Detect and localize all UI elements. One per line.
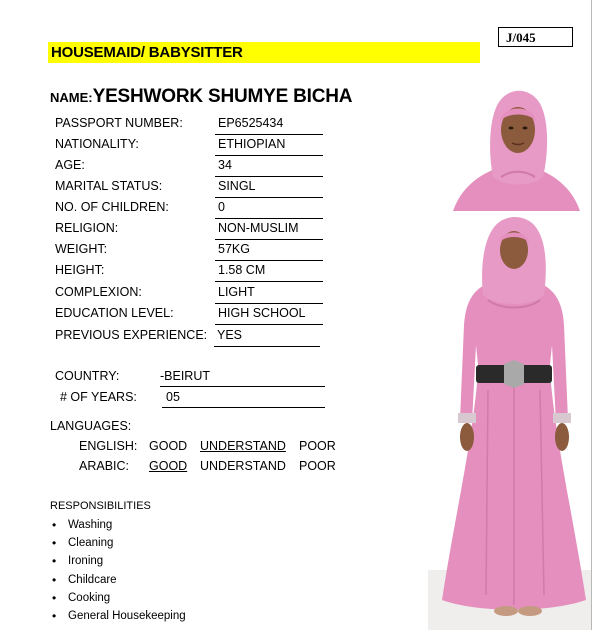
years-label: # OF YEARS: <box>60 390 137 404</box>
field-label: AGE: <box>55 158 85 172</box>
position-title: HOUSEMAID/ BABYSITTER <box>48 42 480 63</box>
field-label: RELIGION: <box>55 221 119 235</box>
list-item: • Cooking <box>52 592 186 610</box>
level-good-selected: GOOD <box>149 459 188 473</box>
language-name: ENGLISH: <box>79 439 138 453</box>
field-value: ETHIOPIAN <box>215 137 323 156</box>
country-value: -BEIRUT <box>160 369 325 387</box>
language-name: ARABIC: <box>79 459 130 473</box>
list-item: • Childcare <box>52 574 186 592</box>
candidate-name <box>50 86 352 108</box>
field-label: COMPLEXION: <box>55 285 142 299</box>
level-understand: UNDERSTAND <box>200 459 286 473</box>
list-item: • Washing <box>52 519 186 537</box>
field-value: HIGH SCHOOL <box>215 306 323 325</box>
field-label: NO. OF CHILDREN: <box>55 200 169 214</box>
list-item: • Cleaning <box>52 537 186 555</box>
page-edge <box>591 0 592 630</box>
field-years <box>55 388 325 408</box>
field-country <box>55 367 325 387</box>
field-label: HEIGHT: <box>55 263 105 277</box>
level-poor: POOR <box>299 459 336 473</box>
field-value: EP6525434 <box>215 116 323 135</box>
field-value: 1.58 CM <box>215 263 323 282</box>
name-value: YESHWORK SHUMYE BICHA <box>92 86 353 107</box>
reference-number: J/045 <box>498 27 573 47</box>
field-label: EDUCATION LEVEL: <box>55 306 174 320</box>
language-row-arabic <box>79 459 359 475</box>
field-label: WEIGHT: <box>55 242 108 256</box>
level-good: GOOD <box>149 439 188 453</box>
responsibilities-list <box>52 519 186 628</box>
list-item: • Ironing <box>52 555 186 573</box>
level-poor: POOR <box>299 439 336 453</box>
headshot-photo <box>453 82 580 211</box>
field-value: YES <box>214 328 320 347</box>
list-item: • General Housekeeping <box>52 610 186 628</box>
country-label: COUNTRY: <box>55 369 120 383</box>
field-value: LIGHT <box>215 285 323 304</box>
language-row-english <box>79 439 359 455</box>
field-label: PASSPORT NUMBER: <box>55 116 183 130</box>
name-label: NAME: <box>50 90 93 105</box>
field-value: 57KG <box>215 242 323 261</box>
field-label: PREVIOUS EXPERIENCE: <box>55 328 208 342</box>
responsibilities-title: RESPONSIBILITIES <box>50 500 151 512</box>
level-understand-selected: UNDERSTAND <box>200 439 286 453</box>
field-value: NON-MUSLIM <box>215 221 323 240</box>
years-value: 05 <box>162 390 325 408</box>
field-label: MARITAL STATUS: <box>55 179 163 193</box>
languages-title: LANGUAGES: <box>50 419 132 433</box>
field-value: 0 <box>215 200 323 219</box>
field-value: SINGL <box>215 179 323 198</box>
field-label: NATIONALITY: <box>55 137 139 151</box>
full-body-photo <box>428 215 591 630</box>
field-value: 34 <box>215 158 323 177</box>
